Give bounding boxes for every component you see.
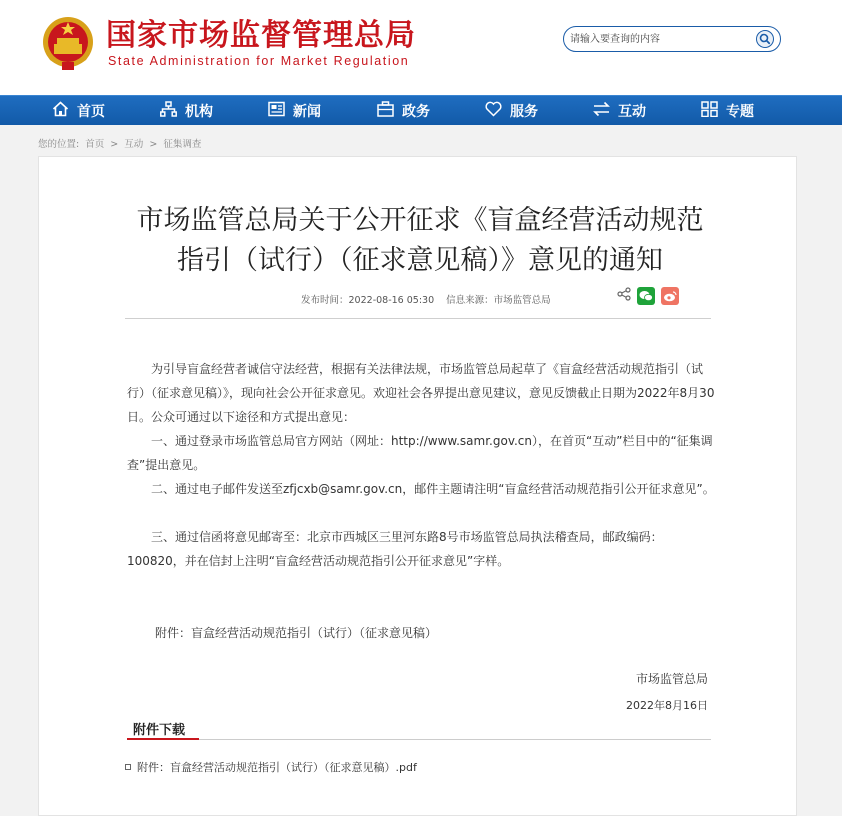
attachments-header (127, 717, 711, 740)
search-input[interactable] (570, 31, 750, 47)
topics-icon (701, 101, 726, 121)
source-label: 信息来源： (446, 295, 494, 306)
breadcrumb (38, 136, 204, 150)
breadcrumb-home[interactable]: 首页 (85, 139, 105, 150)
national-emblem-logo[interactable] (40, 14, 96, 76)
breadcrumb-interaction[interactable]: 互动 (124, 139, 144, 150)
article-meta (301, 292, 551, 306)
nav-home[interactable] (52, 96, 105, 126)
main-nav (0, 95, 842, 125)
search-box (563, 26, 781, 52)
home-icon (52, 101, 77, 121)
search-icon[interactable] (756, 30, 774, 48)
nav-affairs-label: 政务 (402, 104, 430, 120)
nav-service[interactable] (485, 96, 538, 126)
affairs-icon (377, 101, 402, 121)
attachments-heading: 附件下载 (133, 723, 186, 738)
source-value: 市场监管总局 (493, 295, 551, 306)
weibo-icon[interactable] (661, 287, 679, 305)
nav-service-label: 服务 (510, 104, 538, 120)
title-divider (125, 318, 711, 319)
wechat-icon[interactable] (637, 287, 655, 305)
org-icon (160, 101, 185, 121)
article-panel (38, 156, 797, 816)
paragraph-method-3: 三、通过信函将意见邮寄至：北京市西城区三里河东路8号市场监管总局执法稽查局，邮政编码：100820，并在信封上注明“盲盒经营活动规范指引公开征求意见”字样。 (127, 530, 663, 568)
signature: 市场监管总局 (635, 672, 708, 686)
news-icon (268, 101, 293, 121)
nav-news-label: 新闻 (293, 104, 321, 120)
nav-org-label: 机构 (185, 104, 213, 120)
nav-affairs[interactable] (377, 96, 430, 126)
nav-home-label: 首页 (77, 104, 105, 120)
site-header (0, 0, 842, 95)
exchange-icon (593, 101, 618, 121)
breadcrumb-separator: > (110, 139, 119, 150)
article-title: 市场监管总局关于公开征求《盲盒经营活动规范指引（试行）（征求意见稿）》意见的通知 (136, 205, 704, 276)
paragraph-intro: 为引导盲盒经营者诚信守法经营，根据有关法律法规，市场监管总局起草了《盲盒经营活动规范指引（试行）（征求意见稿）》，现向社会公开征求意见。欢迎社会各界提出意见建议，意见反馈截止日期为2022年8月30日。公众可通过以下途径和方式提出意见： (127, 362, 715, 424)
breadcrumb-survey[interactable]: 征集调查 (163, 139, 202, 150)
share-icon[interactable] (617, 286, 631, 305)
nav-topics-label: 专题 (726, 104, 754, 120)
paragraph-method-1: 一、通过登录市场监管总局官方网站（网址：http://www.samr.gov.cn），在首页“互动”栏目中的“征集调查”提出意见。 (127, 434, 713, 472)
bullet-icon (125, 764, 131, 770)
nav-news[interactable] (268, 96, 321, 126)
site-subtitle: State Administration for Market Regulation (108, 54, 410, 68)
publish-time: 2022-08-16 05:30 (348, 295, 435, 306)
heart-icon (485, 101, 510, 121)
paragraph-attachment-note: 附件：盲盒经营活动规范指引（试行）（征求意见稿） (155, 626, 438, 640)
breadcrumb-separator: > (149, 139, 158, 150)
nav-topics[interactable] (701, 96, 754, 126)
attachment-link[interactable] (125, 759, 417, 775)
paragraph-method-2: 二、通过电子邮件发送至zfjcxb@samr.gov.cn，邮件主题请注明“盲盒经营活动规范指引公开征求意见”。 (151, 482, 715, 496)
share-bar (617, 286, 679, 305)
attachment-link-label: 附件：盲盒经营活动规范指引（试行）（征求意见稿）.pdf (137, 761, 417, 774)
nav-interaction[interactable] (593, 96, 646, 126)
site-title: 国家市场监督管理总局 (106, 18, 416, 53)
signature-date: 2022年8月16日 (626, 699, 708, 712)
attachments-heading-underline (127, 738, 199, 740)
nav-org[interactable] (160, 96, 213, 126)
breadcrumb-prefix: 您的位置: (38, 139, 80, 150)
nav-interaction-label: 互动 (618, 104, 646, 120)
publish-label: 发布时间： (301, 295, 349, 306)
